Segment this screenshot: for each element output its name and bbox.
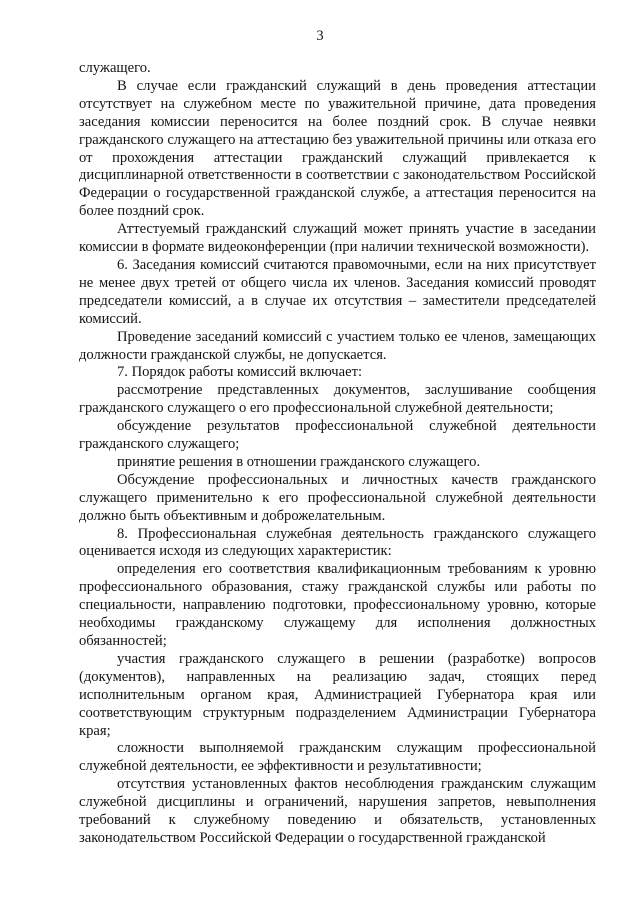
page-number: 3: [316, 28, 324, 44]
paragraph: служащего.: [79, 60, 151, 76]
paragraph: обсуждение результатов профессиональной служебной деятельности гражданского служащего;: [79, 418, 596, 453]
paragraph: 6. Заседания комиссий считаются правомочными, если на них присутствует не менее двух третей от общего числа их членов. Заседания комиссий проводят председатели комиссий, а в случае их отсутствия – заместители председателей комиссий.: [79, 256, 596, 327]
paragraph: рассмотрение представленных документов, заслушивание сообщения гражданского служащего о его профессиональной служебной деятельности;: [79, 382, 596, 417]
paragraph: В случае если гражданский служащий в день проведения аттестации отсутствует на служебном месте по уважительной причине, дата проведения заседания комиссии переносится на более поздний срок. В случае неявки гражданского служащего на аттестацию без уважительной причины или отказа его от прохождения аттестации гражданский служащий привлекается к дисциплинарной ответственности в соответствии с законодательством Российской Федерации о государственной гражданской службе, а аттестация переносится на более поздний срок.: [79, 77, 596, 220]
paragraph: Обсуждение профессиональных и личностных качеств гражданского служащего применительно к его профессиональной служебной деятельности должно быть объективным и доброжелательным.: [79, 471, 596, 524]
paragraph: Проведение заседаний комиссий с участием только ее членов, замещающих должности гражданской службы, не допускается.: [79, 328, 596, 363]
paragraph: 8. Профессиональная служебная деятельность гражданского служащего оценивается исходя из следующих характеристик:: [79, 525, 596, 560]
paragraph: определения его соответствия квалификационным требованиям к уровню профессионального образования, стажу гражданской службы или работы по специальности, направлению подготовки, профессиональному уровню, которые необходимы гражданскому служащему для исполнения должностных обязанностей;: [79, 561, 596, 649]
paragraph: принятие решения в отношении гражданского служащего.: [117, 453, 481, 470]
paragraph: сложности выполняемой гражданским служащим профессиональной служебной деятельности, ее эффективности и результативности;: [79, 740, 596, 775]
paragraph: участия гражданского служащего в решении (разработке) вопросов (документов), направленных на реализацию задач, стоящих перед исполнительным органом края, Администрацией Губернатора края или соответствующим структурным подразделением Администрации Губернатора края;: [79, 650, 596, 739]
paragraph: отсутствия установленных фактов несоблюдения гражданским служащим служебной дисциплины и ограничений, нарушения запретов, невыполнения требований к служебному поведению и обязательств, установленных законодательством Российской Федерации о государственной гражданской: [79, 776, 596, 846]
document-body: [79, 60, 596, 848]
paragraph: Аттестуемый гражданский служащий может принять участие в заседании комиссии в формате видеоконференции (при наличии технической возможности).: [79, 221, 596, 256]
paragraph: 7. Порядок работы комиссий включает:: [117, 364, 363, 381]
